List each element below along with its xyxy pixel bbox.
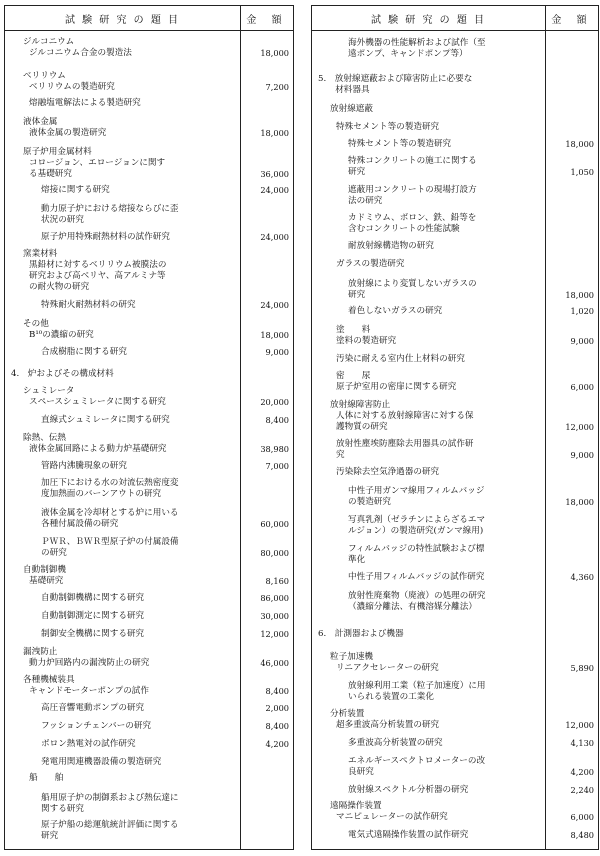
row-amount: 18,000 — [260, 48, 289, 58]
row-title: フッションチェンバーの研究 — [41, 721, 152, 731]
row-title: 動力炉回路内の漏洩防止の研究 — [29, 658, 150, 668]
row-title: 特殊耐火耐熱材料の研究 — [41, 300, 136, 310]
row-title: 放射線遮蔽 — [330, 104, 373, 114]
row-title: 熔融塩電解法による製造研究 — [29, 98, 141, 108]
row-amount: 4,200 — [265, 739, 289, 749]
row-title: 耐放射線構造物の研究 — [348, 241, 434, 251]
row-title: 汚染に耐える室内仕上材料の研究 — [336, 354, 465, 364]
row-title: 放射線障害防止 — [330, 400, 391, 410]
row-title: ジルコニウム合金の製造法 — [29, 48, 132, 58]
header-title: 試 験 研 究 の 題 目 — [64, 14, 181, 26]
row-title: 放射線により変質しないガラスの 研究 — [348, 279, 477, 300]
row-title: マニピュレーターの試作研究 — [336, 812, 448, 822]
row-amount: 30,000 — [260, 611, 289, 621]
row-amount: 12,000 — [260, 629, 289, 639]
row-title: 熔接に関する研究 — [41, 185, 110, 195]
row-title: 密 尿 — [336, 371, 371, 381]
row-title: 多重波高分析装置の研究 — [348, 738, 443, 748]
row-title: 塗料の製造研究 — [336, 336, 397, 346]
row-amount: 9,000 — [570, 450, 594, 460]
row-title: B¹⁰の濃縮の研究 — [29, 330, 94, 340]
row-title: シュミレータ — [23, 386, 75, 396]
row-title: 液体金属 — [23, 117, 58, 127]
row-title: 漏洩防止 — [23, 647, 58, 657]
row-amount: 6,000 — [570, 382, 594, 392]
row-title: フィルムバッジの特性試験および標 準化 — [348, 544, 485, 565]
row-title: エネルギースペクトロメーターの改 良研究 — [348, 756, 486, 777]
row-title: 人体に対する放射線障害に対する保 護物質の研究 — [336, 411, 474, 432]
row-amount: 24,000 — [260, 185, 289, 195]
row-amount: 20,000 — [260, 397, 289, 407]
row-title: ＰＷＲ、ＢＷＲ型原子炉の付属設備 の研究 — [41, 537, 179, 558]
row-title: 分析装置 — [330, 709, 365, 719]
row-title: 基礎研究 — [29, 576, 64, 586]
header-amount: 金 額 — [545, 6, 598, 30]
table-header — [5, 6, 293, 31]
row-title: 高圧音響電動ポンプの研究 — [41, 703, 145, 713]
row-title: 放射性塵埃防塵除去用器具の試作研 究 — [336, 439, 474, 460]
row-amount: 5,890 — [570, 663, 594, 673]
row-title: 塗 料 — [336, 325, 371, 335]
row-title: その他 — [23, 319, 49, 329]
row-amount: 60,000 — [260, 519, 289, 529]
row-amount: 8,160 — [265, 576, 289, 586]
row-amount: 7,200 — [265, 82, 289, 92]
row-title: 電気式遠隔操作装置の試作研究 — [348, 830, 469, 840]
row-title: 遮蔽用コンクリートの現場打設方 法の研究 — [348, 185, 477, 206]
row-amount: 80,000 — [260, 548, 289, 558]
row-title: 中性子用ガンマ線用フィルムバッジ の製造研究 — [348, 486, 485, 507]
row-amount: 18,000 — [565, 497, 594, 507]
row-title: 放射性廃棄物（廃液）の処理の研究 （濃縮分離法、有機溶媒分離法） — [348, 591, 486, 612]
row-amount: 24,000 — [260, 232, 289, 242]
row-title: 液体金属回路による動力炉基礎研究 — [29, 444, 167, 454]
row-title: 原子炉用特殊耐熱材料の試作研究 — [41, 232, 170, 242]
row-title: 特殊セメント等の製造研究 — [336, 122, 440, 132]
row-title: 遠隔操作装置 — [330, 801, 382, 811]
row-title: 発電用関連機器設備の製造研究 — [41, 757, 162, 767]
row-title: 海外機器の性能解析および試作（至 遠ポンプ、キャンドポンプ等） — [348, 38, 486, 59]
left-table — [4, 5, 294, 850]
row-title: 汚染除去空気浄過器の研究 — [336, 467, 440, 477]
row-title: 窯業材料 — [23, 249, 58, 259]
row-title: 4. 炉およびその構成材料 — [11, 369, 114, 379]
row-title: 船用原子炉の制御系および熱伝達に 関する研究 — [41, 793, 179, 814]
row-title: 動力原子炉における熔接ならびに歪 状況の研究 — [41, 204, 179, 225]
row-title: 中性子用フィルムバッジの試作研究 — [348, 572, 485, 582]
row-title: ボロン熱電対の試作研究 — [41, 739, 136, 749]
row-amount: 1,050 — [570, 167, 594, 177]
right-table — [311, 5, 599, 850]
row-amount: 6,000 — [570, 812, 594, 822]
row-amount: 24,000 — [260, 300, 289, 310]
row-title: 除熱、伝熱 — [23, 433, 66, 443]
row-amount: 18,000 — [565, 290, 594, 300]
row-title: ガラスの製造研究 — [336, 259, 405, 269]
row-title: 黒鉛材に対するベリリウム被膜法の 研究および高ベリヤ、高アルミナ等 の耐火物の研究 — [29, 260, 167, 292]
row-amount: 8,400 — [265, 686, 289, 696]
row-title: 加圧下における水の対流伝熱密度変 度加熱面のバーンアウトの研究 — [41, 478, 179, 499]
row-title: 原子炉用金属材料 — [23, 147, 92, 157]
row-title: カドミウム、ボロン、鉄、鉛等を 含むコンクリートの性能試験 — [348, 213, 477, 234]
row-amount: 46,000 — [260, 658, 289, 668]
row-amount: 2,000 — [265, 703, 289, 713]
row-amount: 1,020 — [570, 306, 594, 316]
row-amount: 9,000 — [570, 336, 594, 346]
row-title: ベリリウムの製造研究 — [29, 82, 115, 92]
row-amount: 4,130 — [570, 738, 594, 748]
row-amount: 8,400 — [265, 415, 289, 425]
row-title: 自動制御機 — [23, 565, 66, 575]
row-amount: 18,000 — [260, 330, 289, 340]
row-title: 特殊セメント等の製造研究 — [348, 139, 452, 149]
row-title: 超多重波高分析装置の研究 — [336, 720, 440, 730]
row-amount: 18,000 — [565, 139, 594, 149]
header-title: 試 験 研 究 の 題 目 — [370, 14, 487, 26]
table-header — [312, 6, 598, 31]
row-title: 6. 計測器および機器 — [318, 629, 404, 639]
row-amount: 2,240 — [570, 785, 594, 795]
row-title: 液体金属の製造研究 — [29, 128, 107, 138]
row-title: 直線式シュミレータに関する研究 — [41, 415, 170, 425]
row-amount: 86,000 — [260, 593, 289, 603]
row-amount: 12,000 — [565, 720, 594, 730]
row-title: 着色しないガラスの研究 — [348, 306, 443, 316]
row-title: 自動制御測定に関する研究 — [41, 611, 145, 621]
row-title: 写真乳剤（ゼラチンによらざるエマ ルジョン）の製造研究(ガンマ線用) — [348, 515, 486, 536]
row-title: キャンドモーターポンプの試作 — [29, 686, 149, 696]
header-amount: 金 額 — [240, 6, 293, 30]
row-amount: 4,360 — [570, 572, 594, 582]
row-amount: 38,980 — [260, 444, 289, 454]
row-title: スペースシュミレータに関する研究 — [29, 397, 166, 407]
row-title: 放射線利用工業（粒子加速度）に用 いられる装置の工業化 — [348, 681, 486, 702]
row-title: 自動制御機構に関する研究 — [41, 593, 145, 603]
row-amount: 7,000 — [265, 461, 289, 471]
row-title: ベリリウム — [23, 71, 66, 81]
row-title: 管路内沸騰現象の研究 — [41, 461, 127, 471]
row-amount: 12,000 — [565, 422, 594, 432]
row-title: 制御安全機構に関する研究 — [41, 629, 145, 639]
row-title: 5. 放射線遮蔽および障害防止に必要な 材料器具 — [318, 74, 473, 95]
row-title: リニアクセレーターの研究 — [336, 663, 439, 673]
row-amount: 4,200 — [570, 767, 594, 777]
row-amount: 36,000 — [260, 169, 289, 179]
row-title: 液体金属を冷却材とする炉に用いる 各種付属設備の研究 — [41, 508, 179, 529]
row-title: 各種機械装具 — [23, 675, 75, 685]
row-amount: 9,000 — [265, 347, 289, 357]
row-title: 特殊コンクリートの施工に関する 研究 — [348, 156, 477, 177]
row-title: 粒子加速機 — [330, 652, 373, 662]
row-title: コロージョン、エロージョンに関す る基礎研究 — [29, 158, 166, 179]
row-title: 原子炉室用の密扉に関する研究 — [336, 382, 457, 392]
row-amount: 8,400 — [265, 721, 289, 731]
row-title: 船 舶 — [29, 773, 64, 783]
row-title: 合成樹脂に関する研究 — [41, 347, 127, 357]
row-title: ジルコニウム — [23, 37, 75, 47]
row-title: 原子炉船の総運航統計評価に関する 研究 — [41, 820, 179, 841]
row-amount: 18,000 — [260, 128, 289, 138]
row-title: 放射線スペクトル分析器の研究 — [348, 785, 469, 795]
row-amount: 8,480 — [570, 830, 594, 840]
